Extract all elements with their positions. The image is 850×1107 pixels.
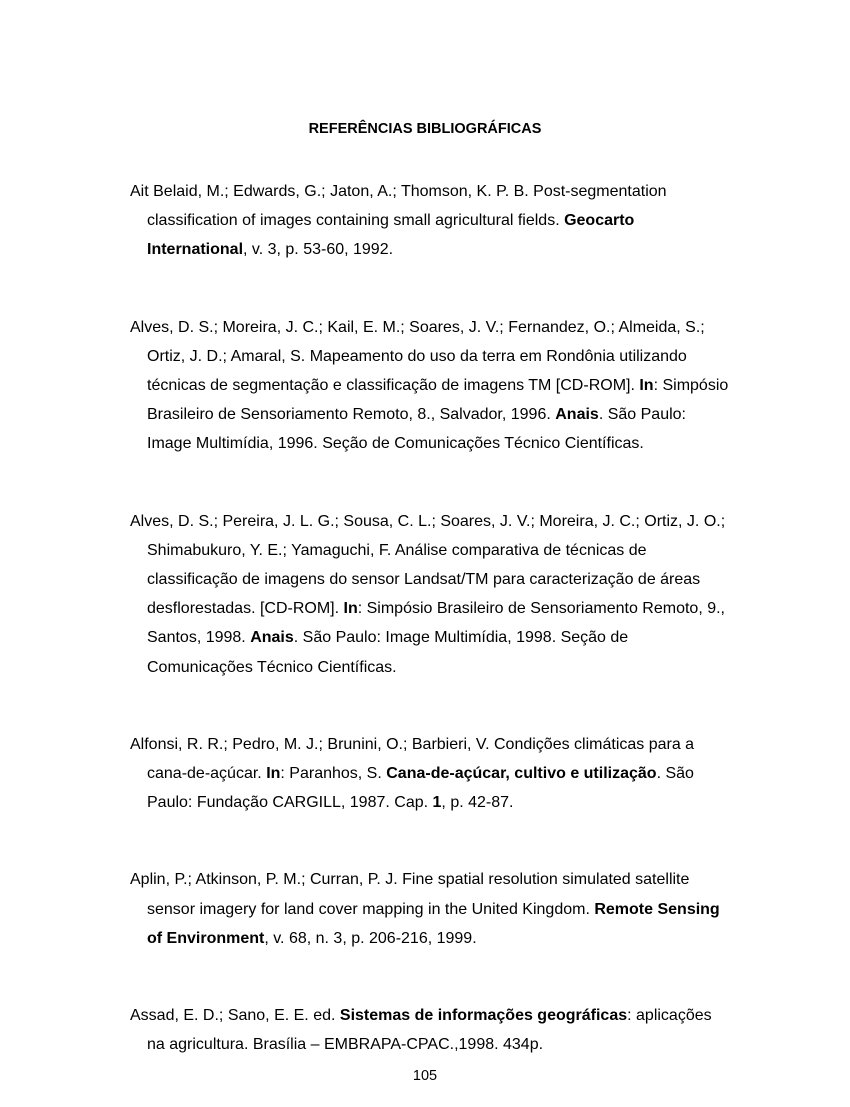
reference-text: Alves, D. S.; Pereira, J. L. G.; Sousa, C. L.; Soares, J. V.; Moreira, J. C.; Ortiz, J. O.; Shimabukuro, Y. E.; Yamaguchi, F. Análise comparativa de técnicas de classificação de imagens do sensor Landsat/TM para caracterização de áreas desflorestadas. [CD-ROM]. bbox=[130, 512, 726, 618]
reference-item bbox=[130, 865, 730, 953]
reference-item bbox=[130, 313, 730, 459]
reference-text: Ait Belaid, M.; Edwards, G.; Jaton, A.; Thomson, K. P. B. Post-segmentation classification of images containing small agricultural fields. bbox=[130, 183, 667, 230]
reference-text: . São Paulo: Image Multimídia, 1998. Seção de Comunicações Técnico Científicas. bbox=[147, 629, 629, 676]
reference-item bbox=[130, 177, 730, 265]
reference-book-title: Sistemas de informações geográficas bbox=[339, 1007, 628, 1025]
reference-text: : Paranhos, S. bbox=[280, 765, 387, 783]
reference-text: Assad, E. D.; Sano, E. E. ed. bbox=[130, 1007, 340, 1025]
page-number: 105 bbox=[412, 1068, 438, 1084]
reference-text: Aplin, P.; Atkinson, P. M.; Curran, P. J. Fine spatial resolution simulated satellite sensor imagery for land cover mapping in the United Kingdom. bbox=[130, 871, 690, 918]
reference-in-marker: In bbox=[343, 600, 358, 618]
reference-journal-title: Remote Sensing of Environment bbox=[147, 900, 720, 947]
reference-text: . São Paulo: Fundação CARGILL, 1987. Cap. bbox=[147, 765, 694, 812]
reference-anais-marker: Anais bbox=[250, 629, 294, 647]
reference-text: : aplicações na agricultura. Brasília – EMBRAPA-CPAC.,1998. 434p. bbox=[147, 1007, 712, 1054]
reference-list bbox=[130, 177, 730, 1107]
reference-chapter-number: 1 bbox=[432, 794, 442, 812]
reference-in-marker: In bbox=[266, 765, 281, 783]
page-title: REFERÊNCIAS BIBLIOGRÁFICAS bbox=[308, 121, 542, 137]
reference-text: . São Paulo: Image Multimídia, 1996. Seção de Comunicações Técnico Científicas. bbox=[147, 406, 686, 453]
reference-text: Alves, D. S.; Moreira, J. C.; Kail, E. M.; Soares, J. V.; Fernandez, O.; Almeida, S.; Ortiz, J. D.; Amaral, S. Mapeamento do uso da terra em Rondônia utilizando técnicas de segmentação e classificação de imagens TM [CD-ROM]. bbox=[130, 318, 705, 395]
reference-text: : Simpósio Brasileiro de Sensoriamento Remoto, 9., Santos, 1998. bbox=[147, 600, 725, 647]
reference-text: , v. 68, n. 3, p. 206-216, 1999. bbox=[264, 929, 477, 947]
reference-text: Alfonsi, R. R.; Pedro, M. J.; Brunini, O.; Barbieri, V. Condições climáticas para a cana-de-açúcar. bbox=[130, 735, 695, 783]
reference-book-title: Cana-de-açúcar, cultivo e utilização bbox=[386, 765, 657, 783]
reference-in-marker: In bbox=[639, 377, 654, 395]
reference-item bbox=[130, 507, 730, 682]
reference-item bbox=[130, 1001, 730, 1059]
reference-anais-marker: Anais bbox=[555, 406, 599, 424]
reference-text: : Simpósio Brasileiro de Sensoriamento Remoto, 8., Salvador, 1996. bbox=[147, 377, 729, 424]
reference-item bbox=[130, 730, 730, 818]
reference-text: , v. 3, p. 53-60, 1992. bbox=[243, 241, 394, 259]
reference-text: , p. 42-87. bbox=[441, 794, 514, 812]
reference-journal-title: Geocarto International bbox=[147, 212, 635, 259]
